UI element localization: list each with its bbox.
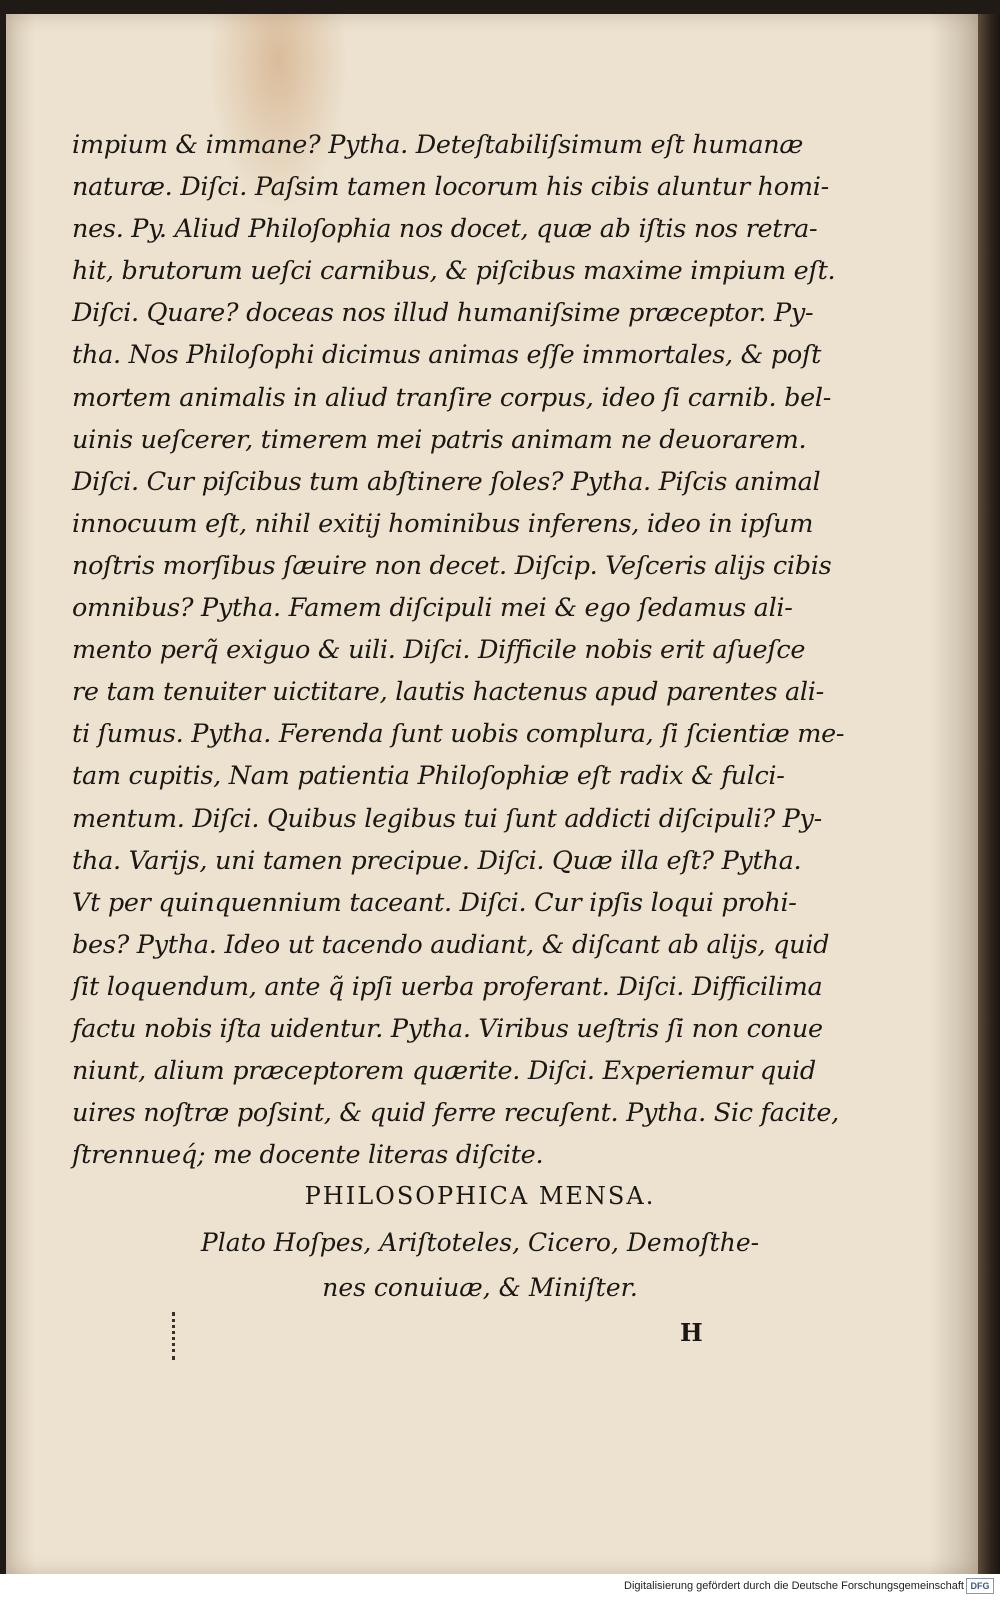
- body-line: uinis ueſcerer, timerem mei patris animam ne deuorarem.: [72, 424, 807, 455]
- body-line: tam cupitis, Nam patientia Philoſophiæ eſt radix & fulci-: [72, 761, 785, 792]
- body-line: Diſci. Quare? doceas nos illud humaniſsime præceptor. Py-: [72, 298, 814, 329]
- body-line: noſtris morſibus ſæuire non decet. Diſcip. Veſceris alijs cibis: [72, 550, 832, 581]
- subheading-line-1: Plato Hoſpes, Ariſtoteles, Cicero, Demoſthe-: [200, 1228, 760, 1257]
- body-line: mentum. Diſci. Quibus legibus tui ſunt addicti diſcipuli? Py-: [72, 803, 822, 834]
- body-line: ſit loquendum, ante q̃ ipſi uerba proferant. Diſci. Difficilima: [72, 971, 823, 1002]
- body-line: impium & immane? Pytha. Deteſtabiliſsimum eſt humanæ: [72, 130, 804, 160]
- section-heading: PHILOSOPHICA MENSA.: [304, 1182, 656, 1210]
- body-line: niunt, alium præceptorem quærite. Diſci. Experiemur quid: [72, 1056, 816, 1087]
- body-line: innocuum eſt, nihil exitij hominibus inferens, ideo in ipſum: [72, 508, 814, 539]
- body-line: ſtrennueq́; me docente literas diſcite.: [72, 1140, 544, 1171]
- book-edge: [978, 14, 1000, 1574]
- signature-mark: H: [680, 1318, 703, 1347]
- body-line: uires noſtræ poſsint, & quid ferre recuſent. Pytha. Sic facite,: [72, 1098, 839, 1129]
- body-line: Diſci. Cur piſcibus tum abſtinere ſoles? Pytha. Piſcis animal: [72, 466, 821, 497]
- body-line: bes? Pytha. Ideo ut tacendo audiant, & diſcant ab alijs, quid: [72, 929, 830, 960]
- body-line: naturæ. Diſci. Paſsim tamen locorum his cibis aluntur homi-: [72, 172, 829, 203]
- body-line: ti ſumus. Pytha. Ferenda ſunt uobis complura, ſi ſcientiæ me-: [72, 719, 845, 750]
- body-text: [72, 124, 845, 1176]
- body-line: mento perq̃ exiguo & uili. Diſci. Difficile nobis erit aſueſce: [72, 635, 806, 666]
- body-line: nes. Py. Aliud Philoſophia nos docet, quæ ab iſtis nos retra-: [72, 214, 818, 245]
- body-line: mortem animalis in aliud tranſire corpus, ideo ſi carnib. bel-: [72, 382, 832, 413]
- body-line: tha. Nos Philoſophi dicimus animas eſſe immortales, & poſt: [72, 340, 822, 371]
- body-line: Vt per quinquennium taceant. Diſci. Cur ipſis loqui prohi-: [72, 887, 797, 918]
- body-line: re tam tenuiter uictitare, lautis hactenus apud parentes ali-: [72, 677, 824, 708]
- body-line: hit, brutorum ueſci carnibus, & piſcibus maxime impium eſt.: [72, 256, 836, 287]
- body-line: tha. Varijs, uni tamen precipue. Diſci. Quæ illa eſt? Pytha.: [72, 845, 802, 876]
- subheading-line-2: nes conuiuæ, & Miniſter.: [322, 1273, 638, 1302]
- footer-credit: Digitalisierung gefördert durch die Deutsche Forschungsgemeinschaft: [624, 1580, 964, 1592]
- dfg-logo-icon: DFG: [966, 1578, 994, 1594]
- body-line: factu nobis iſta uidentur. Pytha. Viribus ueſtris ſi non conue: [72, 1013, 823, 1044]
- margin-mark: [172, 1312, 178, 1360]
- body-line: omnibus? Pytha. Famem diſcipuli mei & ego ſedamus ali-: [72, 593, 793, 624]
